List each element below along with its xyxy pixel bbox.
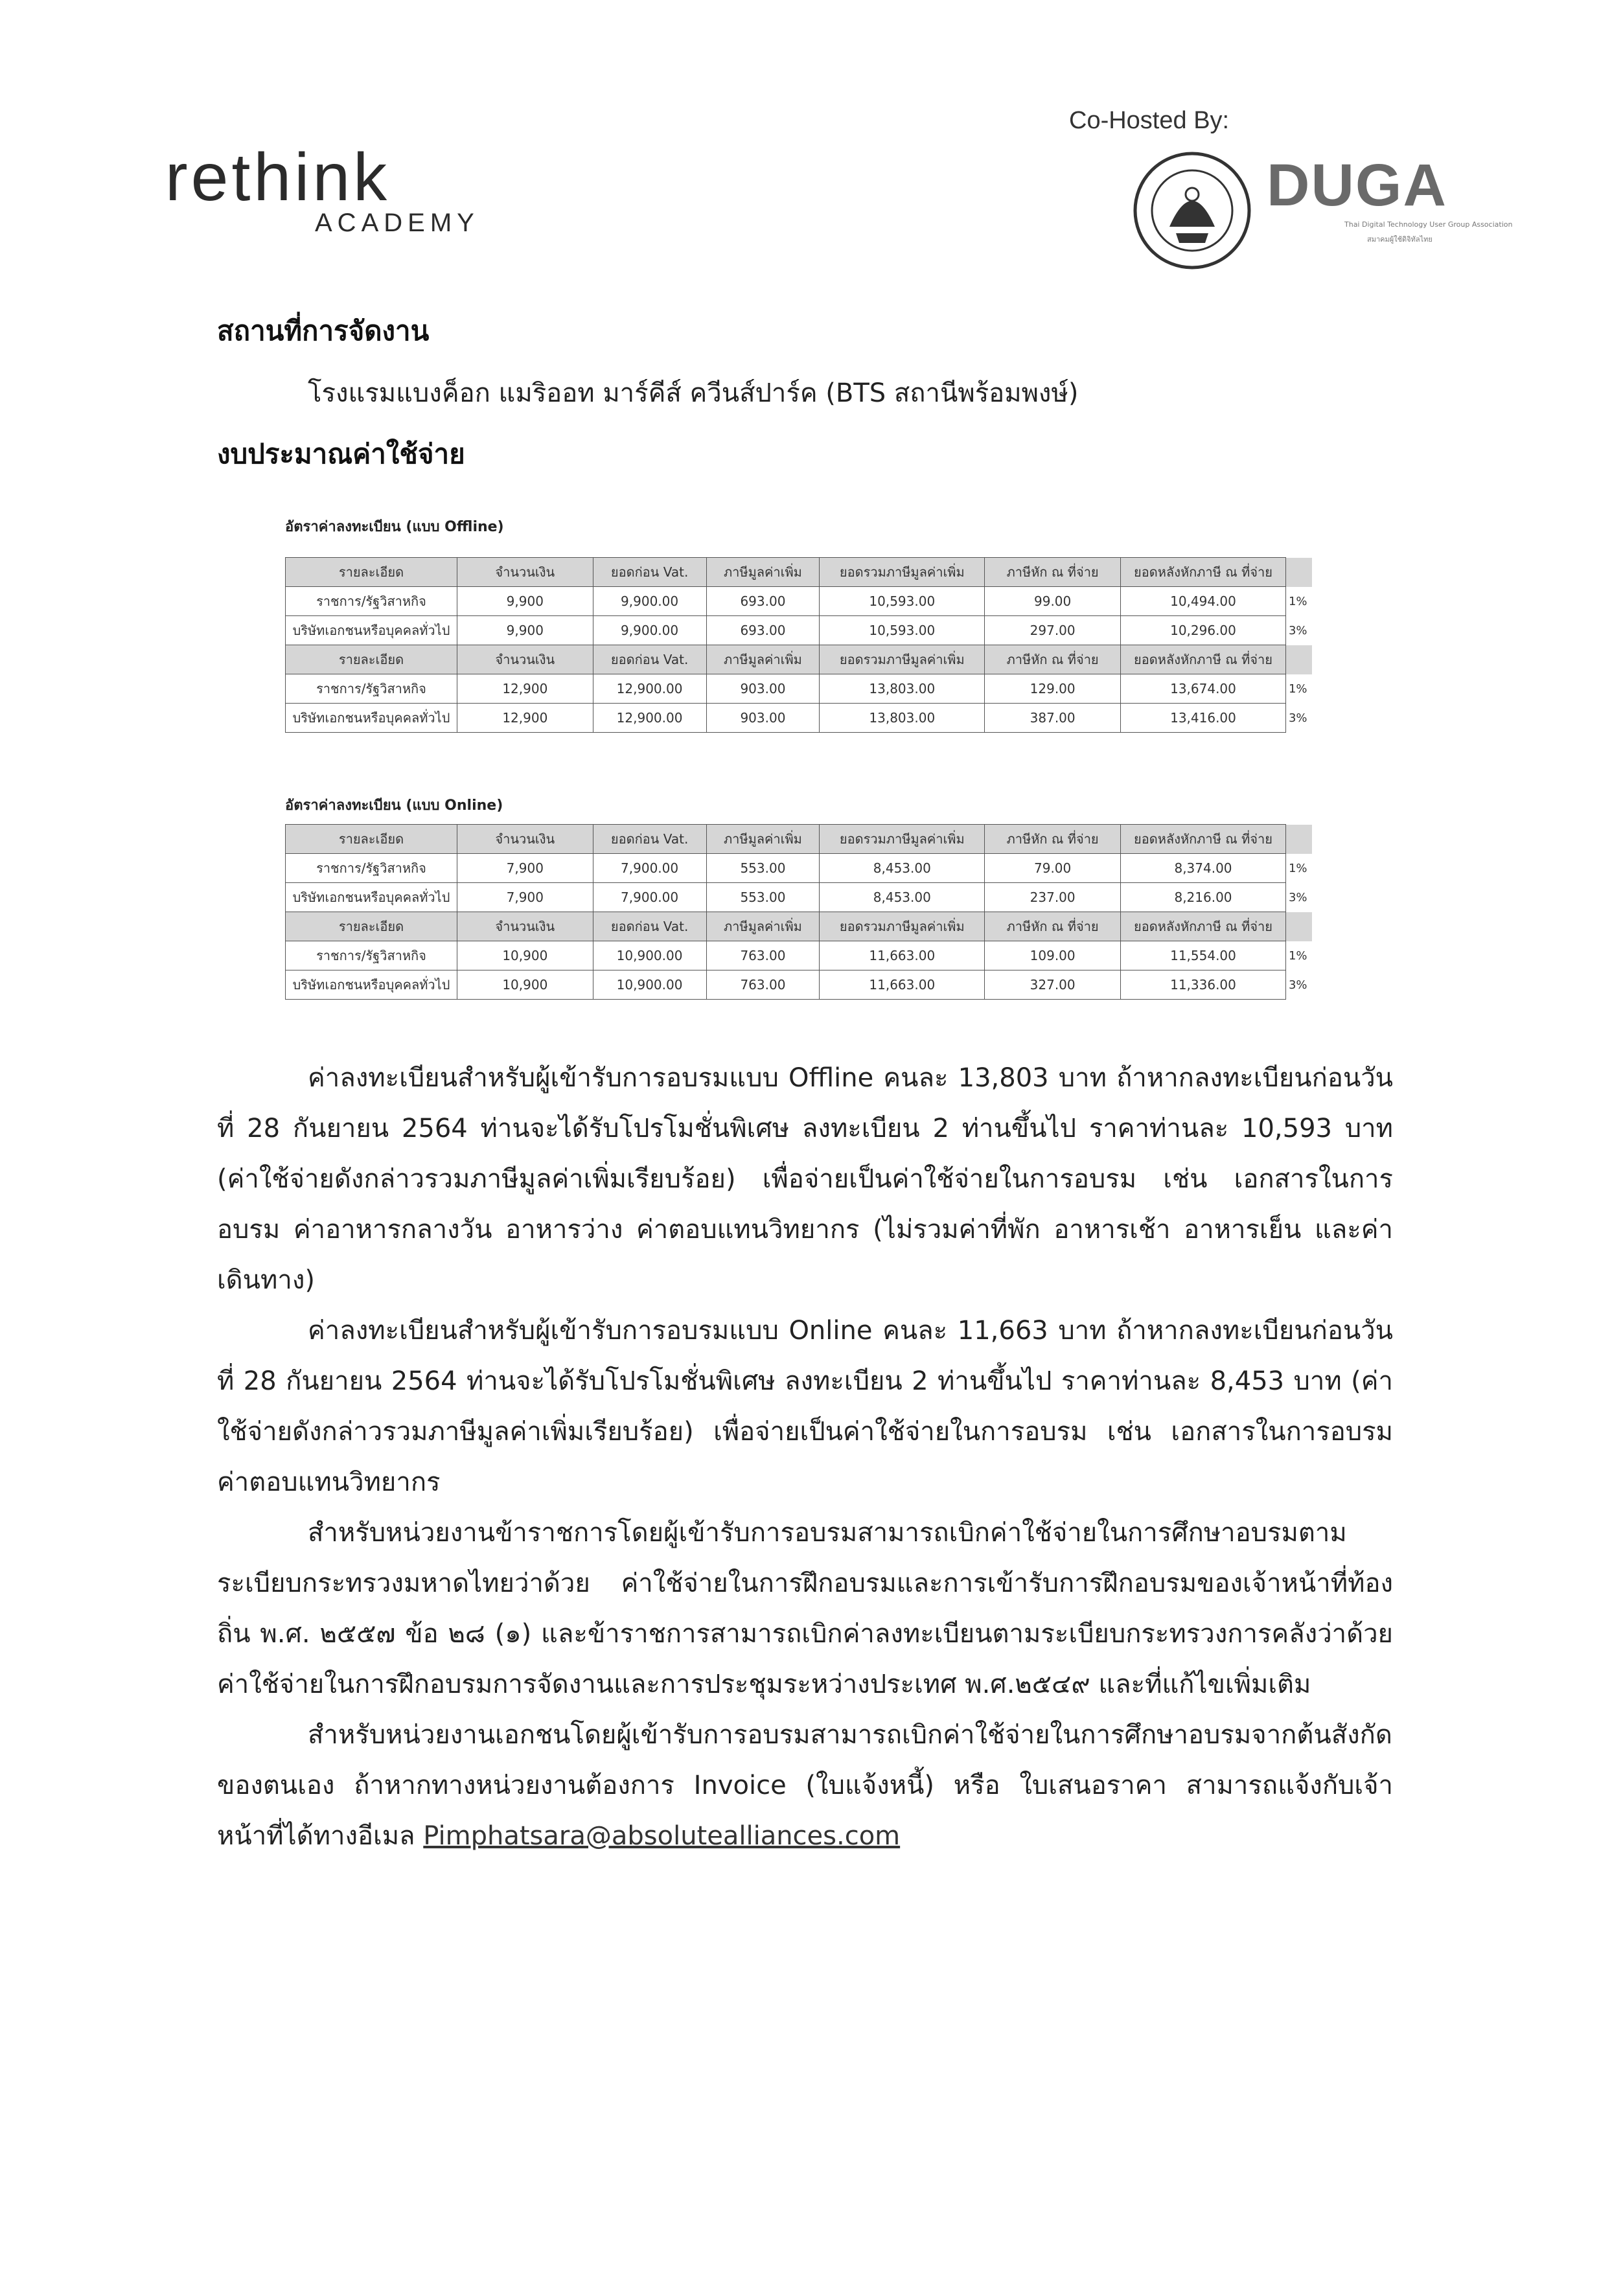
withholding-rate: 3%: [1288, 711, 1307, 725]
header-cell: รายละเอียด: [286, 825, 457, 854]
table-row: [286, 674, 1312, 704]
table-cell: ราชการ/รัฐวิสาหกิจ: [286, 941, 457, 970]
paragraph-private-text: สำหรับหน่วยงานเอกชนโดยผู้เข้ารับการอบรมสามารถเบิกค่าใช้จ่ายในการศึกษาอบรมจากต้นสังกัดของตนเอง ถ้าหากทางหน่วยงานต้องการ Invoice (ใบแจ้งหนี้) หรือ ใบเสนอราคา สามารถแจ้งกับเจ้าหน้าที่ได้ทางอีเมล: [217, 1720, 1393, 1851]
table-cell: 79.00: [985, 854, 1121, 883]
table-cell: 10,593.00: [820, 616, 985, 645]
table-cell: 9,900: [457, 587, 593, 616]
table-cell: 12,900: [457, 704, 593, 733]
table-cell: 8,453.00: [820, 854, 985, 883]
table-cell: 237.00: [985, 883, 1121, 912]
table-cell: 10,900.00: [593, 970, 706, 1000]
contact-email-link[interactable]: Pimphatsara@absolutealliances.com: [423, 1821, 901, 1851]
table-cell: ราชการ/รัฐวิสาหกิจ: [286, 854, 457, 883]
table-header-row: [286, 558, 1312, 587]
withholding-rate: 1%: [1288, 594, 1307, 608]
table-row: [286, 854, 1312, 883]
header-cell: ภาษีหัก ณ ที่จ่าย: [985, 912, 1121, 941]
header-cell: ยอดก่อน Vat.: [593, 912, 706, 941]
ministry-seal-icon: [1131, 149, 1254, 272]
table-cell: บริษัทเอกชนหรือบุคคลทั่วไป: [286, 883, 457, 912]
rethink-logo-sub: ACADEMY: [315, 209, 479, 237]
table-cell: 10,900.00: [593, 941, 706, 970]
duga-logo-tagline-en: Thai Digital Technology User Group Association: [1344, 220, 1513, 229]
paragraph-online-fee: ค่าลงทะเบียนสำหรับผู้เข้ารับการอบรมแบบ Online คนละ 11,663 บาท ถ้าหากลงทะเบียนก่อนวันที่ 28 กันยายน 2564 ท่านจะได้รับโปรโมชั่นพิเศษ ลงทะเบียน 2 ท่านขึ้นไป ราคาท่านละ 8,453 บาท (ค่าใช้จ่ายดังกล่าวรวมภาษีมูลค่าเพิ่มเรียบร้อย) เพื่อจ่ายเป็นค่าใช้จ่ายในการอบรม เช่น เอกสารในการอบรม ค่าตอบแทนวิทยากร: [217, 1316, 1393, 1497]
withholding-rate: 1%: [1288, 948, 1307, 963]
table-cell: 7,900: [457, 883, 593, 912]
table-row: [286, 704, 1312, 733]
header-cell: จำนวนเงิน: [457, 558, 593, 587]
table-cell: 9,900.00: [593, 587, 706, 616]
header-cell: ยอดรวมภาษีมูลค่าเพิ่ม: [820, 825, 985, 854]
table-cell: 12,900: [457, 674, 593, 704]
table-cell: 109.00: [985, 941, 1121, 970]
table-cell: 8,453.00: [820, 883, 985, 912]
withholding-rate: 1%: [1288, 682, 1307, 696]
duga-logo: DUGA: [1267, 152, 1447, 218]
cohost-label: Co-Hosted By:: [1069, 107, 1230, 134]
table-header-row: [286, 645, 1312, 674]
header-cell: ยอดรวมภาษีมูลค่าเพิ่ม: [820, 912, 985, 941]
offline-fee-table: [285, 557, 1312, 733]
header-cell: ภาษีมูลค่าเพิ่ม: [706, 558, 820, 587]
duga-logo-tagline-th: สมาคมผู้ใช้ดิจิทัลไทย: [1367, 235, 1433, 244]
table-cell: 327.00: [985, 970, 1121, 1000]
table-cell: 10,593.00: [820, 587, 985, 616]
offline-table-title: อัตราค่าลงทะเบียน (แบบ Offline): [285, 519, 504, 535]
header-cell: ภาษีหัก ณ ที่จ่าย: [985, 825, 1121, 854]
table-cell: 553.00: [706, 854, 820, 883]
table-header-row: [286, 825, 1312, 854]
header-cell: จำนวนเงิน: [457, 912, 593, 941]
table-cell: 13,674.00: [1121, 674, 1286, 704]
table-cell: 10,494.00: [1121, 587, 1286, 616]
table-cell: 7,900.00: [593, 883, 706, 912]
header-cell: รายละเอียด: [286, 645, 457, 674]
table-cell: 8,374.00: [1121, 854, 1286, 883]
header-cell: ยอดรวมภาษีมูลค่าเพิ่ม: [820, 645, 985, 674]
header-cell: ยอดหลังหักภาษี ณ ที่จ่าย: [1121, 645, 1286, 674]
table-cell: 903.00: [706, 674, 820, 704]
body-text: [217, 1053, 1393, 1861]
header-cell: ยอดหลังหักภาษี ณ ที่จ่าย: [1121, 825, 1286, 854]
table-cell: บริษัทเอกชนหรือบุคคลทั่วไป: [286, 704, 457, 733]
paragraph-government: สำหรับหน่วยงานข้าราชการโดยผู้เข้ารับการอบรมสามารถเบิกค่าใช้จ่ายในการศึกษาอบรมตามระเบียบกระทรวงมหาดไทยว่าด้วย ค่าใช้จ่ายในการฝึกอบรมและการเข้ารับการฝึกอบรมของเจ้าหน้าที่ท้องถิ่น พ.ศ. ๒๕๕๗ ข้อ ๒๘ (๑) และข้าราชการสามารถเบิกค่าลงทะเบียนตามระเบียบกระทรวงการคลังว่าด้วยค่าใช้จ่ายในการฝึกอบรมการจัดงานและการประชุมระหว่างประเทศ พ.ศ.๒๕๔๙ และที่แก้ไขเพิ่มเติม: [217, 1518, 1393, 1699]
table-cell: ราชการ/รัฐวิสาหกิจ: [286, 587, 457, 616]
table-cell: 11,554.00: [1121, 941, 1286, 970]
table-cell: 8,216.00: [1121, 883, 1286, 912]
rethink-logo: rethink: [165, 140, 391, 215]
table-cell: ราชการ/รัฐวิสาหกิจ: [286, 674, 457, 704]
table-cell: 903.00: [706, 704, 820, 733]
header-cell: ภาษีมูลค่าเพิ่ม: [706, 645, 820, 674]
header-cell: รายละเอียด: [286, 558, 457, 587]
header-cell: ยอดรวมภาษีมูลค่าเพิ่ม: [820, 558, 985, 587]
table-cell: 12,900.00: [593, 674, 706, 704]
table-cell: 387.00: [985, 704, 1121, 733]
table-cell: 763.00: [706, 970, 820, 1000]
table-cell: 297.00: [985, 616, 1121, 645]
table-cell: 129.00: [985, 674, 1121, 704]
header-cell: จำนวนเงิน: [457, 825, 593, 854]
table-cell: 11,663.00: [820, 941, 985, 970]
online-table-title: อัตราค่าลงทะเบียน (แบบ Online): [285, 798, 503, 814]
withholding-rate: 3%: [1288, 623, 1307, 637]
table-cell: 693.00: [706, 587, 820, 616]
table-cell: บริษัทเอกชนหรือบุคคลทั่วไป: [286, 970, 457, 1000]
header-cell: ยอดก่อน Vat.: [593, 558, 706, 587]
table-cell: 10,296.00: [1121, 616, 1286, 645]
online-fee-table: [285, 824, 1312, 1000]
paragraph-offline-fee: ค่าลงทะเบียนสำหรับผู้เข้ารับการอบรมแบบ Offline คนละ 13,803 บาท ถ้าหากลงทะเบียนก่อนวันที่ 28 กันยายน 2564 ท่านจะได้รับโปรโมชั่นพิเศษ ลงทะเบียน 2 ท่านขึ้นไป ราคาท่านละ 10,593 บาท (ค่าใช้จ่ายดังกล่าวรวมภาษีมูลค่าเพิ่มเรียบร้อย) เพื่อจ่ายเป็นค่าใช้จ่ายในการอบรม เช่น เอกสารในการอบรม ค่าอาหารกลางวัน อาหารว่าง ค่าตอบแทนวิทยากร (ไม่รวมค่าที่พัก อาหารเช้า อาหารเย็น และค่าเดินทาง): [217, 1063, 1393, 1295]
header-cell: รายละเอียด: [286, 912, 457, 941]
table-row: [286, 587, 1312, 616]
venue-heading: สถานที่การจัดงาน: [217, 315, 430, 347]
table-cell: บริษัทเอกชนหรือบุคคลทั่วไป: [286, 616, 457, 645]
table-cell: 693.00: [706, 616, 820, 645]
table-row: [286, 883, 1312, 912]
table-row: [286, 616, 1312, 645]
header-cell: ยอดหลังหักภาษี ณ ที่จ่าย: [1121, 912, 1286, 941]
header-cell: ภาษีหัก ณ ที่จ่าย: [985, 558, 1121, 587]
table-cell: 13,803.00: [820, 704, 985, 733]
withholding-rate: 3%: [1288, 978, 1307, 992]
table-cell: 12,900.00: [593, 704, 706, 733]
table-cell: 9,900.00: [593, 616, 706, 645]
table-cell: 11,336.00: [1121, 970, 1286, 1000]
header-cell: ภาษีมูลค่าเพิ่ม: [706, 912, 820, 941]
table-cell: 7,900.00: [593, 854, 706, 883]
table-row: [286, 970, 1312, 1000]
table-cell: 13,803.00: [820, 674, 985, 704]
header-cell: ยอดหลังหักภาษี ณ ที่จ่าย: [1121, 558, 1286, 587]
header-cell: ภาษีหัก ณ ที่จ่าย: [985, 645, 1121, 674]
table-cell: 11,663.00: [820, 970, 985, 1000]
header-cell: ภาษีมูลค่าเพิ่ม: [706, 825, 820, 854]
table-cell: 99.00: [985, 587, 1121, 616]
table-header-row: [286, 912, 1312, 941]
table-cell: 10,900: [457, 941, 593, 970]
withholding-rate: 1%: [1288, 861, 1307, 875]
table-cell: 7,900: [457, 854, 593, 883]
table-cell: 9,900: [457, 616, 593, 645]
header-cell: ยอดก่อน Vat.: [593, 645, 706, 674]
table-cell: 10,900: [457, 970, 593, 1000]
table-cell: 13,416.00: [1121, 704, 1286, 733]
venue-text: โรงแรมแบงค็อก แมริออท มาร์คีส์ ควีนส์ปาร์ค (BTS สถานีพร้อมพงษ์): [308, 378, 1079, 408]
budget-heading: งบประมาณค่าใช้จ่าย: [217, 438, 465, 470]
table-cell: 553.00: [706, 883, 820, 912]
table-row: [286, 941, 1312, 970]
header-cell: จำนวนเงิน: [457, 645, 593, 674]
header-cell: ยอดก่อน Vat.: [593, 825, 706, 854]
table-cell: 763.00: [706, 941, 820, 970]
paragraph-private: [217, 1710, 1393, 1861]
withholding-rate: 3%: [1288, 890, 1307, 904]
